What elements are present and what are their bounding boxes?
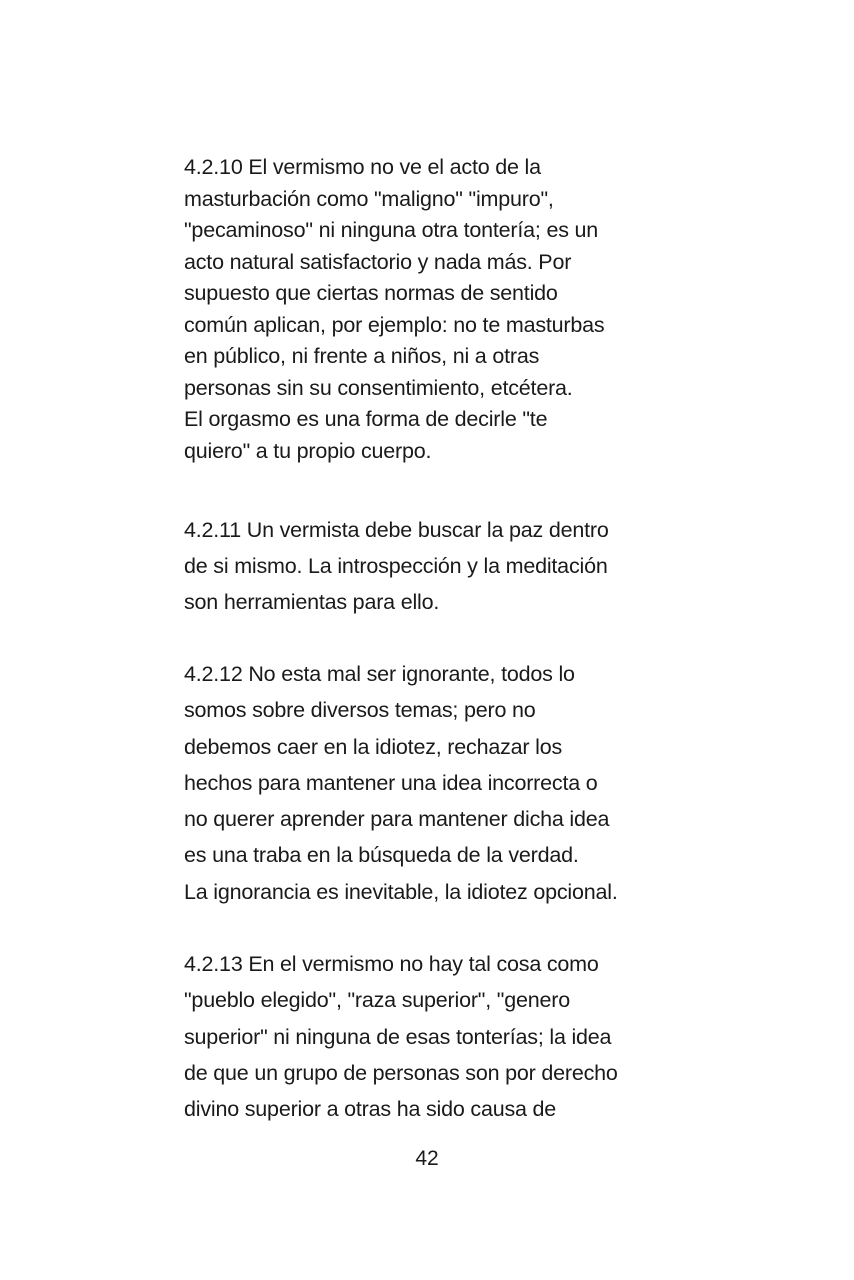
text-line: 4.2.13 En el vermismo no hay tal cosa como <box>184 952 599 976</box>
text-line: es una traba en la búsqueda de la verdad. <box>184 843 579 868</box>
text-line: 4.2.12 No esta mal ser ignorante, todos lo <box>184 662 575 686</box>
text-line: El orgasmo es una forma de decirle "te <box>184 407 548 431</box>
text-line: acto natural satisfactorio y nada más. Por <box>184 249 572 274</box>
text-line: de que un grupo de personas son por derecho <box>184 1060 618 1085</box>
section-4-2-11 <box>184 512 684 620</box>
text-line: de si mismo. La introspección y la meditación <box>184 554 608 578</box>
text-line: son herramientas para ello. <box>184 590 440 614</box>
text-line: común aplican, por ejemplo: no te masturbas <box>184 312 605 337</box>
text-line: debemos caer en la idiotez, rechazar los <box>184 734 563 759</box>
page-number: 42 <box>415 1147 439 1170</box>
text-line: "pueblo elegido", "raza superior", "genero <box>184 988 570 1013</box>
text-line: superior" ni ninguna de esas tonterías; la idea <box>184 1024 612 1049</box>
text-line: quiero" a tu propio cuerpo. <box>184 438 432 463</box>
text-line: "pecaminoso" ni ninguna otra tontería; es un <box>184 218 599 242</box>
text-line: somos sobre diversos temas; pero no <box>184 698 536 723</box>
text-line: masturbación como "maligno" "impuro", <box>184 186 554 211</box>
section-4-2-12 <box>184 656 684 910</box>
text-line: 4.2.10 El vermismo no ve el acto de la <box>184 155 541 179</box>
text-line: personas sin su consentimiento, etcétera. <box>184 375 573 400</box>
section-4-2-13 <box>184 946 684 1127</box>
text-line: La ignorancia es inevitable, la idiotez opcional. <box>184 879 618 904</box>
text-line: en público, ni frente a niños, ni a otras <box>184 344 540 368</box>
text-line: divino superior a otras ha sido causa de <box>184 1097 557 1122</box>
section-4-2-10 <box>184 152 684 467</box>
text-line: 4.2.11 Un vermista debe buscar la paz dentro <box>184 518 609 542</box>
text-line: supuesto que ciertas normas de sentido <box>184 281 558 305</box>
text-line: hechos para mantener una idea incorrecta o <box>184 770 598 795</box>
text-line: no querer aprender para mantener dicha idea <box>184 807 610 832</box>
